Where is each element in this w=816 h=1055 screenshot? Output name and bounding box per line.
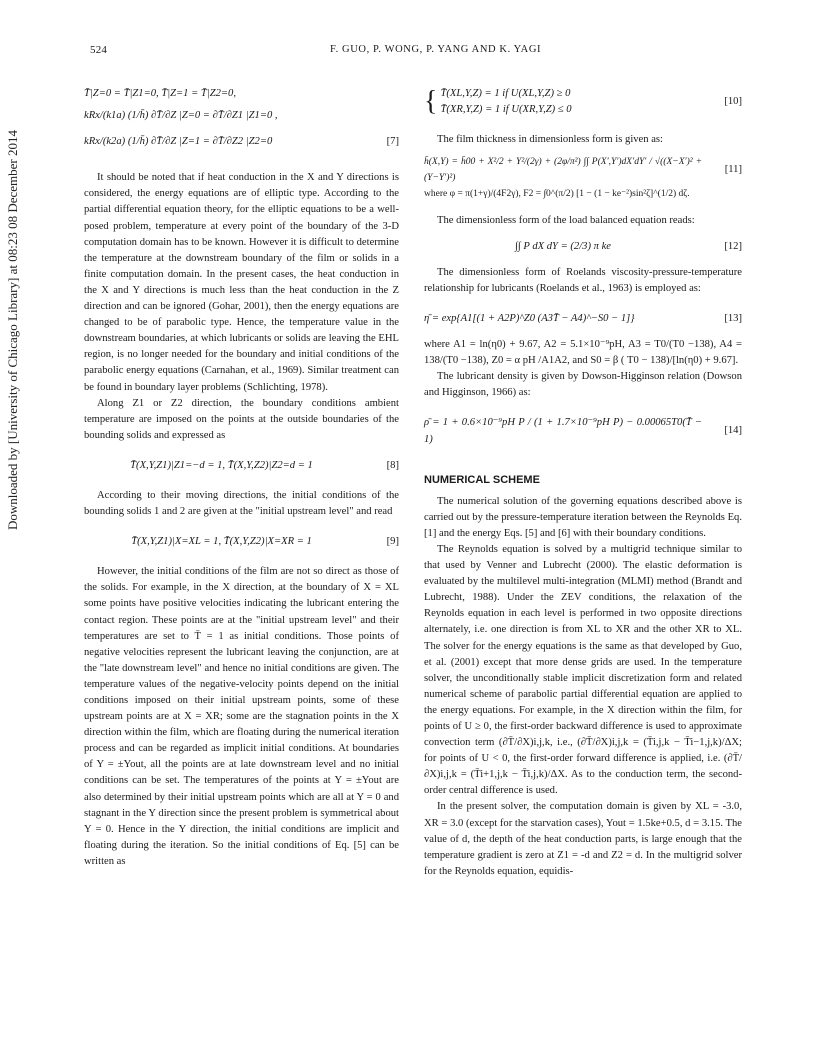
- paragraph-density: The lubricant density is given by Dowson-Higginson relation (Dowson and Higginson, 1966) as:: [424, 371, 742, 399]
- page-number: 524: [90, 44, 108, 56]
- eq11: h̄(X,Y) = h̄00 + X²/2 + Y²/(2γ) + (2φ/π²) ∫∫ P(X′,Y′)dX′dY′ / √((X−X′)² + (Y−Y′)²) [11]: [424, 157, 742, 184]
- running-header-authors: F. GUO, P. WONG, P. YANG AND K. YAGI: [330, 44, 542, 55]
- paragraph-numerical-2: The Reynolds equation is solved by a multigrid technique similar to that used by Venner and Lubrecht (2000). The elastic deformation is evaluated by the multilevel multi-integration (MLMI) method (Brandt and Lubrecht, 1988). Under the ZEV conditions, the relaxation of the Reynolds equation in each level is performed in two opposite directions alternately, i.e. one direction is from XL to XR and the other XR to XL. The solver for the energy equations is the same as that developed by Guo, et al. (2001) except that more dense grids are used. In the temperature solver, the unconditionally stable implicit discretization form and related numerical scheme of parabolic partial differential equation are applied to the energy equations. For example, in the X direction within the film, for points of U ≥ 0, the first-order backward difference is used to approximate convection term (∂T̄/∂X)i,j,k, i.e., (∂T̄/∂X)i,j,k = (T̄i,j,k − T̄i−1,j,k)/ΔX; for points of U < 0, the first-order forward difference is applied, i.e. (∂T̄/∂X)i,j,k = (T̄i+1,j,k − T̄i,j,k)/ΔX. As to the conduction term, the second-order central difference is used.: [424, 543, 742, 797]
- eq11-number: [11]: [724, 164, 742, 176]
- eq14-number: [14]: [724, 425, 742, 437]
- eq8: T̄(X,Y,Z1)|Z1=−d = 1, T̄(X,Y,Z2)|Z2=d = 1 [8]: [84, 458, 399, 474]
- eq12: ∫∫ P dX dY = (2/3) π ke [12]: [424, 239, 742, 255]
- paragraph-film-initial-conditions: However, the initial conditions of the film are not so direct as those of the solids. For example, in the X direction, at the boundary of X = XL some points have positive velocities indicating the lubricant entering the contact region. These points are at the "initial upstream level" and their temperatures are set to T̄ = 1 as initial conditions. Those points of negative velocities represent the lubricant leaving the conjunction, are at the "late downstream level" and hence no initial conditions are given. The temperature values of the negative-velocity points depend on the initial conditions imposed on their initial upstream points, some of these upstream points are at X = XR; some are the stagnation points in the X direction within the film, which are floating during the numerical iteration process and can be regarded as implicit initial conditions. At boundaries of Y = ±Yout, all the points are at late downstream level and no initial conditions can be set. The temperatures of the points at Y = ±Yout are also determined by their initial upstream points which are all at Y = 0 and stagnant in the Y direction since the present problem is symmetrical about Y = 0. Hence in the Y direction, the initial conditions are implicit and floating during the iteration. So the initial conditions of Eq. [5] can be written as: [84, 566, 399, 867]
- paragraph-numerical-1: The numerical solution of the governing equations described above is carried out by the pressure-temperature iteration between the Reynolds Eq. [1] and the energy Eqs. [5] and [6] with their boundary conditions.: [424, 495, 742, 539]
- left-column: [84, 86, 399, 870]
- right-column: [424, 86, 742, 880]
- paragraph-boundary-conditions: Along Z1 or Z2 direction, the boundary conditions ambient temperature are imposed on the points at the outside boundaries of the bounding solids and expressed as: [84, 397, 399, 441]
- paragraph-load-balance: The dimensionless form of the load balanced equation reads:: [437, 214, 695, 226]
- eq13-number: [13]: [724, 312, 742, 324]
- eq12-number: [12]: [724, 240, 742, 252]
- eq10: { T̄(XL,Y,Z) = 1 if U(XL,Y,Z) ≥ 0 T̄(XR,Y,Z) = 1 if U(XR,Y,Z) ≤ 0 [10]: [424, 86, 742, 118]
- paragraph-roelands: The dimensionless form of Roelands viscosity-pressure-temperature relationship for lubricants (Roelands et al., 1963) is employed as:: [424, 266, 742, 294]
- eq10-line2: T̄(XR,Y,Z) = 1 if U(XR,Y,Z) ≤ 0: [440, 104, 572, 116]
- eq11-where: where φ = π(1+γ)/(4F2γ), F2 = ∫0^(π/2) [1 − (1 − ke⁻²)sin²ζ]^(1/2) dζ.: [424, 189, 690, 200]
- eq10-line1: T̄(XL,Y,Z) = 1 if U(XL,Y,Z) ≥ 0: [440, 88, 571, 99]
- paragraph-heat-conduction: It should be noted that if heat conduction in the X and Y directions is considered, the energy equations are of elliptic type. According to the partial differential equation theory, for the elliptic equations to be a well-posed problem, temperature at every point of the boundary of the 3-D computation domain has to be known. However it is difficult to determine the temperature at the downstream boundary of the film or solids in a finite computation domain. In the present cases, the heat conduction in the X and Y directions is much less than the heat conduction in the Z direction and can be ignored (Gohar, 2001), then the energy equations are changed to be of parabolic type. Hence, the temperature value in the downstream boundaries, at which lubricants or solids are leaving the EHL region, is no longer needed for the boundary and initial conditions of the parabolic energy equations (Carnahan, et al., 1969). Similar treatment can be found in boundary layer problems (Schlichting, 1978).: [84, 172, 399, 393]
- eq13-where: where A1 = ln(η0) + 9.67, A2 = 5.1×10⁻⁹pH, A3 = T0/(T0 −138), A4 = 138/(T0 −138), Z0 = α pH /A1A2, and S0 = β ( T0 − 138)/[ln(η0) + 9.67].: [424, 339, 742, 367]
- eq14: ρ̄ = 1 + 0.6×10⁻⁹pH P / (1 + 1.7×10⁻⁹pH P) − 0.00065T0(T̄ − 1) [14]: [424, 417, 742, 445]
- eq13: η̄ = exp{A1[(1 + A2P)^Z0 (A3T̄ − A4)^−S0 − 1]} [13]: [424, 311, 742, 327]
- paragraph-film-thickness: The film thickness in dimensionless form is given as:: [437, 134, 663, 146]
- download-note: Downloaded by [University of Chicago Library] at 08:23 08 December 2014: [5, 129, 20, 531]
- eq7-number: [7]: [386, 136, 399, 148]
- section-title-numerical-scheme: NUMERICAL SCHEME: [424, 473, 540, 486]
- download-sidebar: [0, 0, 26, 1055]
- eq9-number: [9]: [386, 536, 399, 548]
- eq10-number: [10]: [724, 96, 742, 108]
- eq7-line3: kRx/(k2a) (1/h̄) ∂T̄/∂Z |Z=1 = ∂T̄/∂Z2 |Z2=0 [7]: [84, 134, 399, 150]
- paragraph-numerical-3: In the present solver, the computation domain is given by XL = -3.0, XR = 3.0 (except for the starvation cases), Yout = 1.5ke+0.5, d = 3.15. The value of d, the depth of the heat conduction parts, is large enough that the temperature gradient is zero at Z1 = -d and Z2 = d. In the multigrid solver for the Reynolds equation, equidis-: [424, 801, 742, 877]
- eq8-number: [8]: [386, 459, 399, 471]
- eq7-line2: kRx/(k1a) (1/h̄) ∂T̄/∂Z |Z=0 = ∂T̄/∂Z1 |Z1=0 ,: [84, 110, 278, 122]
- eq9: T̄(X,Y,Z1)|X=XL = 1, T̄(X,Y,Z2)|X=XR = 1 [9]: [84, 534, 399, 550]
- eq7-line1: T̄|Z=0 = T̄|Z1=0, T̄|Z=1 = T̄|Z2=0,: [84, 88, 236, 99]
- paragraph-initial-conditions: According to their moving directions, the initial conditions of the bounding solids 1 and 2 are given at the "initial upstream level" and read: [84, 489, 399, 518]
